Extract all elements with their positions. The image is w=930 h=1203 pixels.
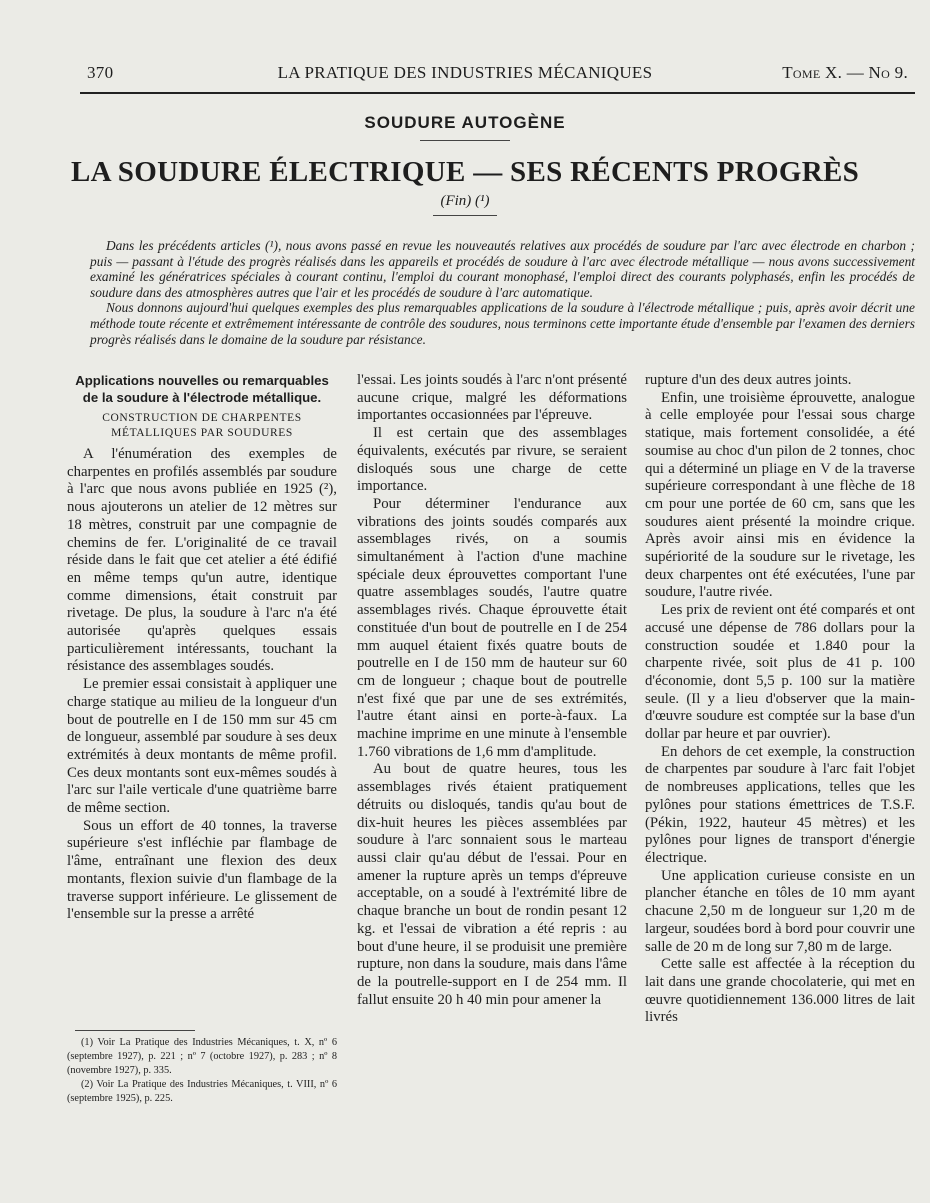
paragraph: Les prix de revient ont été comparés et ont accusé une dépense de 786 dollars pour la construction soudée et 1.840 pour la charpente rivée, soit plus de 41 p. 100 d'économie, dont 5,5 p. 100 sur la matière seule. (Il y a lieu d'observer que la main-d'œuvre soudure est comptée sur la base d'un dollar par heure et par ouvrier). xyxy=(645,602,915,743)
paragraph: Il est certain que des assemblages équivalents, exécutés par rivure, se seraient disloqués sous une charge de cette importance. xyxy=(357,425,627,495)
paragraph: Cette salle est affectée à la réception du lait dans une grande chocolaterie, qui met en œuvre quotidiennement 136.000 litres de lait livrés xyxy=(645,956,915,1026)
subtitle-rule xyxy=(433,215,497,216)
paragraph: En dehors de cet exemple, la construction de charpentes par soudure à l'arc fait l'objet de nombreuses applications, telles que les pylônes pour stations émettrices de T.S.F. (Pékin, 1922, hauteur 45 mètres) et les pylônes pour lignes de transport d'énergie électrique. xyxy=(645,743,915,866)
intro-paragraph: Nous donnons aujourd'hui quelques exemples des plus remarquables applications de la soudure à l'électrode métallique ; puis, après avoir décrit une méthode toute récente et extrêmement intéressante de contrôle des soudures, nous terminons cette importante étude d'ensemble par l'examen des derniers progrès réalisés dans le domaine de la soudure par résistance. xyxy=(90,300,915,347)
paragraph: l'essai. Les joints soudés à l'arc n'ont présenté aucune crique, malgré les déformations importantes occasionnées par l'épreuve. xyxy=(357,372,627,424)
footnote: (1) Voir La Pratique des Industries Mécaniques, t. X, nº 6 (septembre 1927), p. 221 ; nº 7 (octobre 1927), p. 283 ; nº 8 (novembre 1927), p. 335. xyxy=(67,1037,337,1076)
paragraph: Sous un effort de 40 tonnes, la traverse supérieure s'est infléchie par flambage de l'âme, entraînant une flexion des deux montants, flexion suivie d'un flambage de la traverse support inférieure. Le glissement de l'ensemble sur la presse a arrêté xyxy=(67,817,337,923)
column-1 xyxy=(67,372,337,924)
paragraph: rupture d'un des deux autres joints. xyxy=(645,372,852,388)
paragraph: A l'énumération des exemples de charpentes en profilés assemblés par soudure à l'arc que nous avons publiée en 1925 (²), nous ajouterons un atelier de 12 mètres sur 18 mètres, construit par une compagnie de chemins de fer. L'originalité de ce travail réside dans le fait que cet atelier a été édifié en même temps qu'un autre, identique comme dimensions, était construit par rivetage. De plus, la soudure à l'arc n'a été autorisée qu'après quelques essais particulièrement intéressants, touchant la résistance des assemblages soudés. xyxy=(67,446,337,675)
column-heading: Applications nouvelles ou remarquables de la soudure à l'électrode métallique. xyxy=(75,373,329,405)
footnote: (2) Voir La Pratique des Industries Mécaniques, t. VIII, nº 6 (septembre 1925), p. 225. xyxy=(67,1079,337,1104)
column-subheading: CONSTRUCTION DE CHARPENTES MÉTALLIQUES PAR SOUDURES xyxy=(102,412,302,439)
footnote-rule xyxy=(75,1030,195,1031)
article-title: LA SOUDURE ÉLECTRIQUE — SES RÉCENTS PROGRÈS xyxy=(70,156,860,188)
introduction xyxy=(90,238,915,347)
section-title: SOUDURE AUTOGÈNE xyxy=(364,113,566,132)
section-rule xyxy=(420,140,510,141)
column-2 xyxy=(357,372,627,1009)
paragraph: Enfin, une troisième éprouvette, analogue à celle employée pour l'essai sous charge statique, mais fortement consolidée, a été soumise au choc d'un pilon de 2 tonnes, choc qui a déterminé un pliage en V de la traverse supérieure correspondant à une flèche de 18 cm pour une portée de 60 cm, sans que les soudures aient présenté la moindre crique. Après avoir ainsi mis en évidence la supériorité de la soudure sur le rivetage, les deux charpentes ont été exécutées, l'une par soudure, l'autre rivée. xyxy=(645,389,915,601)
paragraph: Une application curieuse consiste en un plancher étanche en tôles de 10 mm ayant chacune 2,50 m de longueur sur 1,20 m de largeur, soudées bord à bord pour couvrir une salle de 20 m de long sur 7,80 m de large. xyxy=(645,867,915,955)
paragraph: Le premier essai consistait à appliquer une charge statique au milieu de la longueur d'un bout de poutrelle en I de 150 mm sur 45 cm de longueur, assemblé par soudure à ses deux extrémités à deux montants de même profil. Ces deux montants sont eux-mêmes soudés à l'arc sur l'aile verticale d'une quatrième barre de même section. xyxy=(67,676,337,817)
column-3 xyxy=(645,372,915,1027)
page-number: 370 xyxy=(87,63,114,82)
running-title: LA PRATIQUE DES INDUSTRIES MÉCANIQUES xyxy=(277,63,653,82)
header-rule xyxy=(80,92,915,94)
paragraph: Pour déterminer l'endurance aux vibrations des joints soudés comparés aux assemblages rivés, on a soumis simultanément à l'action d'une machine spéciale deux éprouvettes comportant l'une quatre assemblages soudés, l'autre quatre assemblages rivés. Chaque éprouvette était constituée d'un bout de poutrelle en I de 254 mm auquel étaient fixés quatre bouts de poutrelle en I de 150 mm de hauteur sur 60 cm de longueur ; chaque bout de poutrelle n'est fixé que par une de ses extrémités, l'autre étant ainsi en porte-à-faux. La machine imprime en une minute à l'ensemble 1.760 vibrations de 1,6 mm d'amplitude. xyxy=(357,495,627,760)
footnotes xyxy=(67,1036,337,1106)
volume-number: Tome X. — No 9. xyxy=(782,63,908,82)
intro-paragraph: Dans les précédents articles (¹), nous avons passé en revue les nouveautés relatives aux procédés de soudure par l'arc avec électrode en charbon ; puis — passant à l'étude des progrès réalisés dans les appareils et procédés de soudure à l'arc avec électrode métallique — nous avons successivement examiné les génératrices spéciales à courant continu, l'emploi du courant monophasé, l'emploi direct des courants polyphasés, enfin les procédés de soudure dans des atmosphères autres que l'air et les procédés de soudure à l'arc automatique. xyxy=(90,238,915,300)
article-subtitle: (Fin) (¹) xyxy=(440,193,490,209)
paragraph: Au bout de quatre heures, tous les assemblages rivés étaient pratiquement détruits ou disloqués, tandis qu'au bout de dix-huit heures les pièces assemblées par soudure à l'arc sonnaient sous le marteau aussi clair qu'au début de l'essai. Pour en amener la rupture après un temps d'épreuve acceptable, on a soudé à l'extrémité libre de chaque branche un bout de rondin pesant 12 kg. et l'essai de vibration a été repris : au bout d'une heure, il se produisit une première rupture, non dans la soudure, mais dans l'âme de la poutrelle-support en I de 254 mm. Il fallut ensuite 20 h 40 min pour amener la xyxy=(357,761,627,1008)
